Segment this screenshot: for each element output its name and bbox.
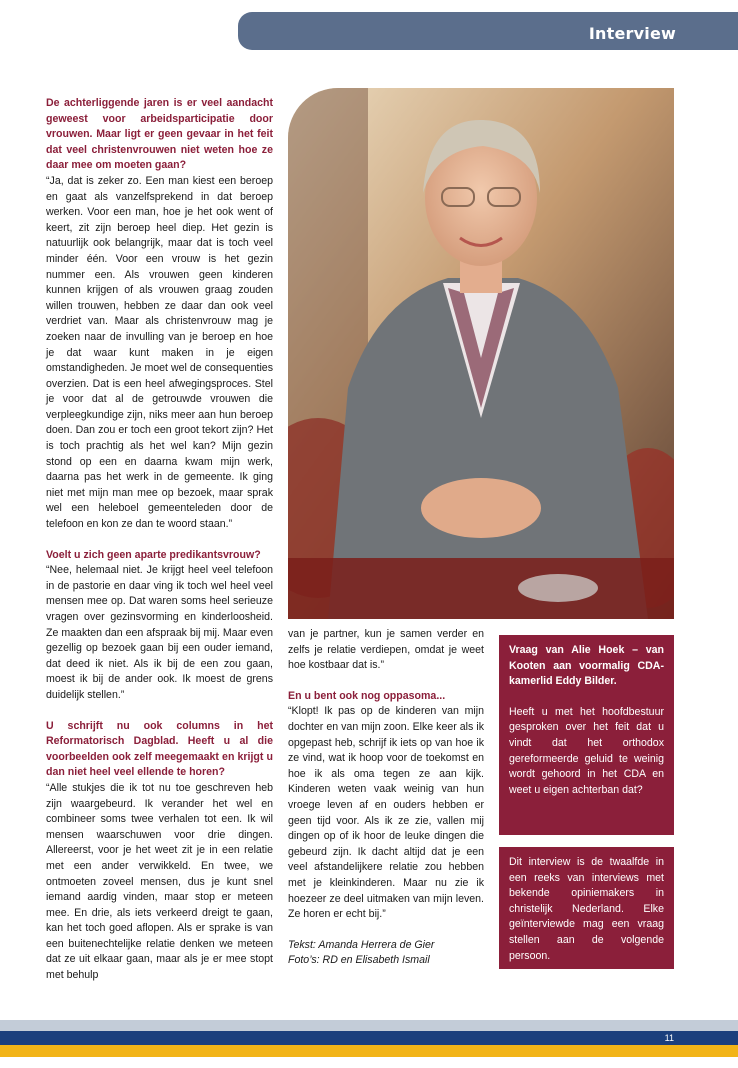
question-paragraph: Voelt u zich geen aparte predikantsvrouw? <box>46 548 261 561</box>
page-number: 11 <box>664 1033 674 1043</box>
answer-paragraph: “Klopt! Ik pas op de kinderen van mijn dochter en van mijn zoon. Elke keer als ik opgepast heb, schrijf ik iets op van hoe ik ze vind, wat ik hoop voor de toekomst en hoe ik als oma tegen ze aan kijk. Kinderen weten vaak weinig van hun vroege leven af en ouders hebben er geen tijd voor. Als ik ze zie, vallen mij dingen op of ik hoor de leuke dingen die gebeurd zijn. Ik dacht altijd dat je een veel afstandelijkere relatie zou hebben met je kleinkinderen. Maar nu zie ik hoezeer ze deel uitmaken van mijn leven. Ze horen er echt bij.” <box>288 705 484 921</box>
series-info-box <box>499 847 674 969</box>
credits-text: Tekst: Amanda Herrera de Gier <box>288 938 435 951</box>
middle-column <box>288 627 484 969</box>
footer-band-blue <box>0 1031 738 1045</box>
reader-question-box <box>499 635 674 835</box>
footer-band-yellow <box>0 1045 738 1057</box>
answer-paragraph: “Ja, dat is zeker zo. Een man kiest een beroep en gaat als vanzelfsprekend in dat beroep werken. Voor een man, hoe je het ook went of keert, zit zijn beroep heel diep. Het gezin is natuurlijk ook belangrijk, maar dat is toch veel minder één. Voor een vrouw is het gezin nummer een. Als vrouwen geen kinderen kunnen krijgen of als vrouwen graag zouden willen trouwen, hebben ze daar dan ook veel verdriet van. Maar als christenvrouw mag je zoeken naar de invulling van je beroep en hoe je dat waar kunt maken in je eigen omstandigheden. Je moet wel de consequenties overzien. Dat is een heel afwegingsproces. Stel je voor dat al de getrouwde vrouwen die verpleegkundige zijn, niks meer aan hun beroep doen. Dan zou er toch een groot tekort zijn? Het is toch prachtig als het wel kan? Mijn gezin stond op een en daarna kwam mijn werk, daarna pas het werk in de gemeente. Ik ging niet met mijn man mee op bezoek, maar sprak wel een heleboel gemeenteleden door de telefoon en kon ze dan te woord staan.” <box>46 174 273 531</box>
footer-band-grey <box>0 1020 738 1031</box>
portrait-photo <box>288 88 674 619</box>
left-column <box>46 96 273 984</box>
answer-paragraph: van je partner, kun je samen verder en zelfs je relatie verdiepen, omdat je weet hoe kostbaar dat is.” <box>288 628 484 672</box>
question-paragraph: En u bent ook nog oppasoma... <box>288 689 446 702</box>
question-paragraph: De achterliggende jaren is er veel aandacht geweest voor arbeidsparticipatie door vrouwen. Maar ligt er geen gevaar in het feit dat veel christenvrouwen niet weten hoe ze daar mee om moeten gaan? <box>46 97 273 172</box>
answer-paragraph: “Nee, helemaal niet. Je krijgt heel veel telefoon in de pastorie en daar ving ik toch wel heel veel mensen mee op. Dat waren soms heel serieuze vragen over gezinsvorming en kinderloosheid. Ze maakten dan een afspraak bij mij. Maar even gezellig op bezoek gaan bij een ouder iemand, dat deed ik niet. Als ik bij de een zou gaan, moest ik bij de ander ook. Ik moest de grens duidelijk stellen.” <box>46 564 273 701</box>
credits-photo: Foto’s: RD en Elisabeth Ismail <box>288 954 430 967</box>
section-title: Interview <box>588 24 676 43</box>
reader-question-text: Heeft u met het hoofdbestuur gesproken over het feit dat u vindt dat het orthodox gereformeerde geluid te weinig wordt gehoord in het CDA en weet u eigen achterban dat? <box>509 705 664 796</box>
answer-paragraph: “Alle stukjes die ik tot nu toe geschreven heb zijn waargebeurd. Ik verander het wel en combineer soms twee verhalen tot een. Ik wil mensen waarschuwen voor drie dingen. Allereerst, voor je het weet zit je in een relatie met een ander verwikkeld. En twee, we ontmoeten zoveel mensen, dus je kunt snel iemand aardig vinden, maar stop er meteen mee. En drie, als iets verkeerd dreigt te gaan, kan het toch goed aflopen. Als er sprake is van een buitenechtelijke relatie denken we meteen dat ze uit elkaar gaan, maar als je er mee stopt met behulp <box>46 781 273 982</box>
series-info-text: Dit interview is de twaalfde in een reeks van interviews met bekende opiniemakers in christelijk Nederland. Elke geïnterviewde mag een vraag stellen aan de volgende persoon. <box>509 856 664 962</box>
question-paragraph: U schrijft nu ook columns in het Reformatorisch Dagblad. Heeft u al die voorbeelden ook zelf meegemaakt en krijgt u dan niet heel veel ellende te horen? <box>46 719 273 779</box>
reader-question-intro: Vraag van Alie Hoek – van Kooten aan voormalig CDA-kamerlid Eddy Bilder. <box>509 644 664 688</box>
